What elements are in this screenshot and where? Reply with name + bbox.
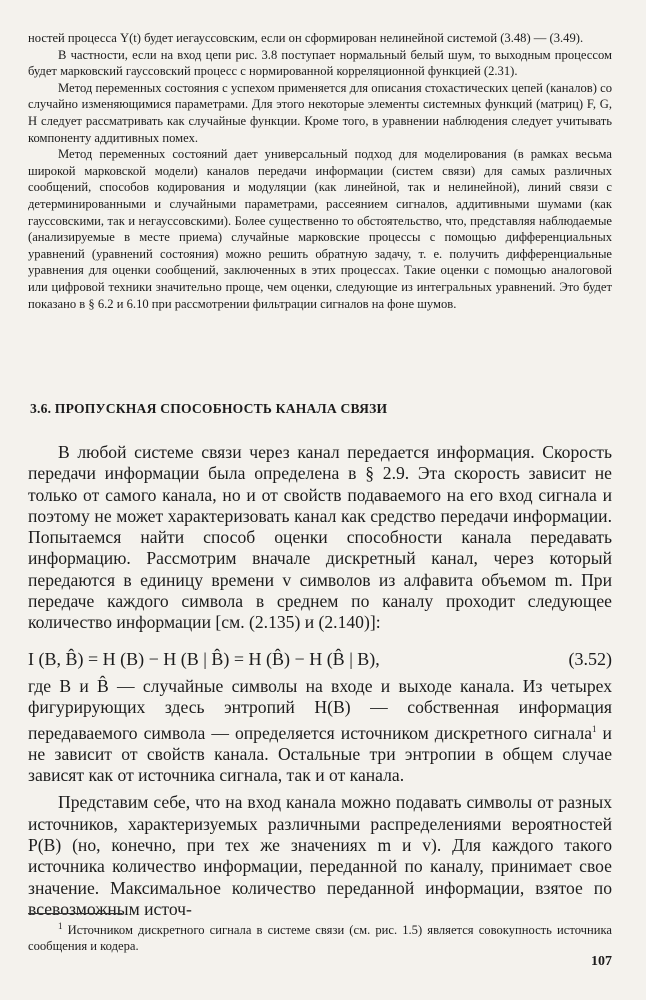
equation-formula: I (B, B̂) = H (B) − H (B | B̂) = H (B̂) − H (B̂ | B), <box>28 649 380 669</box>
page-number: 107 <box>591 954 612 969</box>
intro-text-block <box>28 30 612 312</box>
paragraph-sources: Представим себе, что на вход канала можно подавать символы от разных источников, характеризуемых различными распределениями вероятностей P(B) (но, конечно, при тех же значениях m и v). Для каждого такого источника количество информации, переданной по каналу, принимает свое значение. Максимальное количество переданной информации, взятое по всевозможным источ- <box>28 792 612 919</box>
paragraph-universal-approach: Метод переменных состояний дает универсальный подход для моделирования (в рамках весьма широкой марковской модели) каналов передачи информации (систем связи) для самых различных сообщений, способов кодирования и модуляции (как линейной, так и нелинейной), линий связи с детерминированными и случайными параметрами, рассеянием сигналов, аддитивными шумами (как гауссовскими, так и негауссовскими). Более существенно то обстоятельство, что, представляя наблюдаемые (анализируемые в месте приема) случайные марковские процессы с помощью дифференциальных уравнений (уравнений состояния) можно решить обратную задачу, т. е. получить дифференциальные уравнения для оценки сообщений, заключенных в этих процессах. Такие оценки с помощью аналоговой или цифровой техники значительно проще, чем оценки, следующие из интегральных уравнений. Это будет показано в § 6.2 и 6.10 при рассмотрении фильтрации сигналов на фоне шумов. <box>28 147 612 311</box>
entropies-text-b: и не зависит от свойств канала. Остальные три энтропии в общем случае зависят как от источника сигнала, так и от канала. <box>28 722 612 786</box>
entropies-text-a: где B и B̂ — случайные символы на входе и выходе канала. Из четырех фигурирующих здесь энтропий H(B) — собственная информация передаваемого символа — определяется источником дискретного сигнала <box>28 676 612 743</box>
footnote-divider <box>28 913 122 914</box>
paragraph-stochastic-circuits: Метод переменных состояния с успехом применяется для описания стохастических цепей (каналов) со случайно изменяющимися параметрами. Для этого некоторые элементы системных функций (матриц) F, G, H следует рассматривать как случайные функции. Кроме того, в уравнении наблюдения следует учитывать компоненту аддитивных помех. <box>28 80 612 145</box>
section-heading: 3.6. ПРОПУСКНАЯ СПОСОБНОСТЬ КАНАЛА СВЯЗИ <box>30 401 388 416</box>
footnote-paragraph <box>28 918 612 954</box>
equation-number: (3.52) <box>568 649 612 669</box>
main-text-block-1 <box>28 442 612 634</box>
footnote-ref: 1 <box>592 723 597 734</box>
footnote <box>28 918 612 954</box>
footnote-text: Источником дискретного сигнала в системе связи (см. рис. 1.5) является совокупность источника сообщения и кодера. <box>28 923 612 954</box>
paragraph-entropies <box>28 676 612 786</box>
footnote-mark: 1 <box>58 921 63 931</box>
paragraph-white-noise: В частности, если на вход цепи рис. 3.8 поступает нормальный белый шум, то выходным процессом будет марковский гауссовский процесс с нормированной корреляционной функцией (2.31). <box>28 47 612 79</box>
paragraph-continuation: ностей процесса Y(t) будет иегауссовским, если он сформирован нелинейной системой (3.48) — (3.49). <box>28 31 584 45</box>
paragraph-channel-information: В любой системе связи через канал передается информация. Скорость передачи информации была определена в § 2.9. Эта скорость зависит не только от самого канала, но и от свойств подаваемого на его вход сигнала и поэтому не может характеризовать канал как средство передачи информации. Попытаемся найти способ оценки способности канала передавать информацию. Рассмотрим вначале дискретный канал, через который передаются в единицу времени v символов из алфавита объемом m. При передаче каждого символа в среднем по каналу проходит следующее количество информации [см. (2.135) и (2.140)]: <box>28 442 612 633</box>
main-text-block-2 <box>28 676 612 920</box>
equation-3-52 <box>28 649 612 673</box>
